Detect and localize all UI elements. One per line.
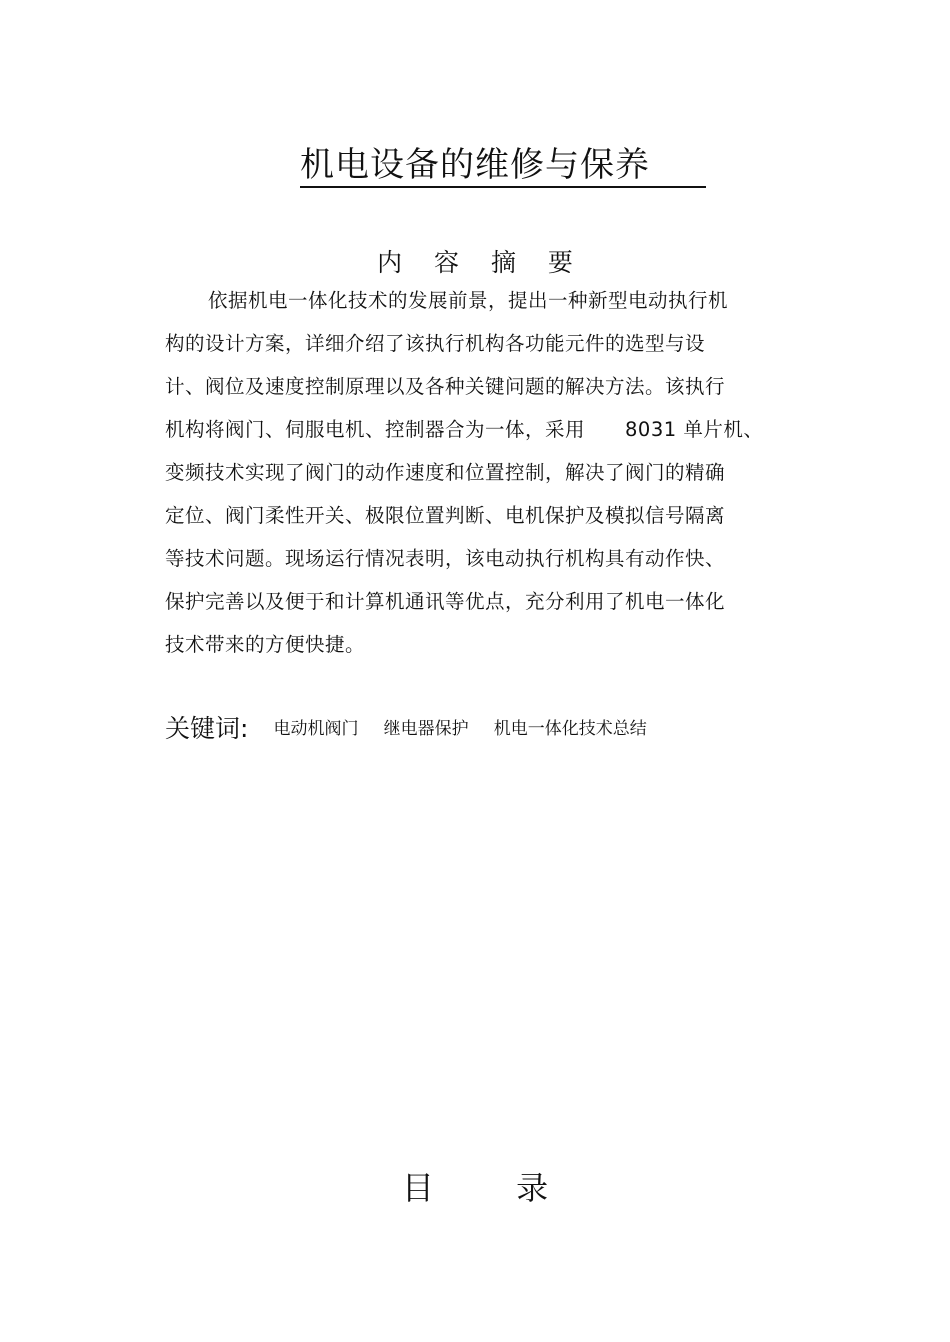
keyword-item: 继电器保护: [383, 719, 469, 739]
keyword-item: 机电一体化技术总结: [493, 719, 647, 739]
toc-heading: 目 录: [401, 1169, 585, 1207]
keywords-row: [165, 713, 647, 745]
abstract-line: 依据机电一体化技术的发展前景，提出一种新型电动执行机: [208, 289, 729, 312]
keyword-item: 电动机阀门: [273, 719, 359, 739]
abstract-line: 定位、阀门柔性开关、极限位置判断、电机保护及模拟信号隔离: [165, 504, 726, 527]
abstract-line: 等技术问题。现场运行情况表明，该电动执行机构具有动作快、: [165, 547, 726, 570]
abstract-line: 计、阀位及速度控制原理以及各种关键问题的解决方法。该执行: [165, 375, 726, 398]
abstract-heading: 内 容 摘 要: [377, 248, 585, 277]
abstract-line: 机构将阀门、伺服电机、控制器合为一体，采用 8031 单片机、: [165, 418, 764, 441]
document-title: 机电设备的维修与保养: [300, 144, 706, 188]
abstract-line: 构的设计方案，详细介绍了该执行机构各功能元件的选型与设: [165, 332, 706, 355]
keywords-label: 关键词:: [165, 714, 249, 743]
abstract-line: 技术带来的方便快捷。: [165, 633, 366, 656]
abstract-line: 变频技术实现了阀门的动作速度和位置控制，解决了阀门的精确: [165, 461, 726, 484]
abstract-line: 保护完善以及便于和计算机通讯等优点，充分利用了机电一体化: [165, 590, 726, 613]
